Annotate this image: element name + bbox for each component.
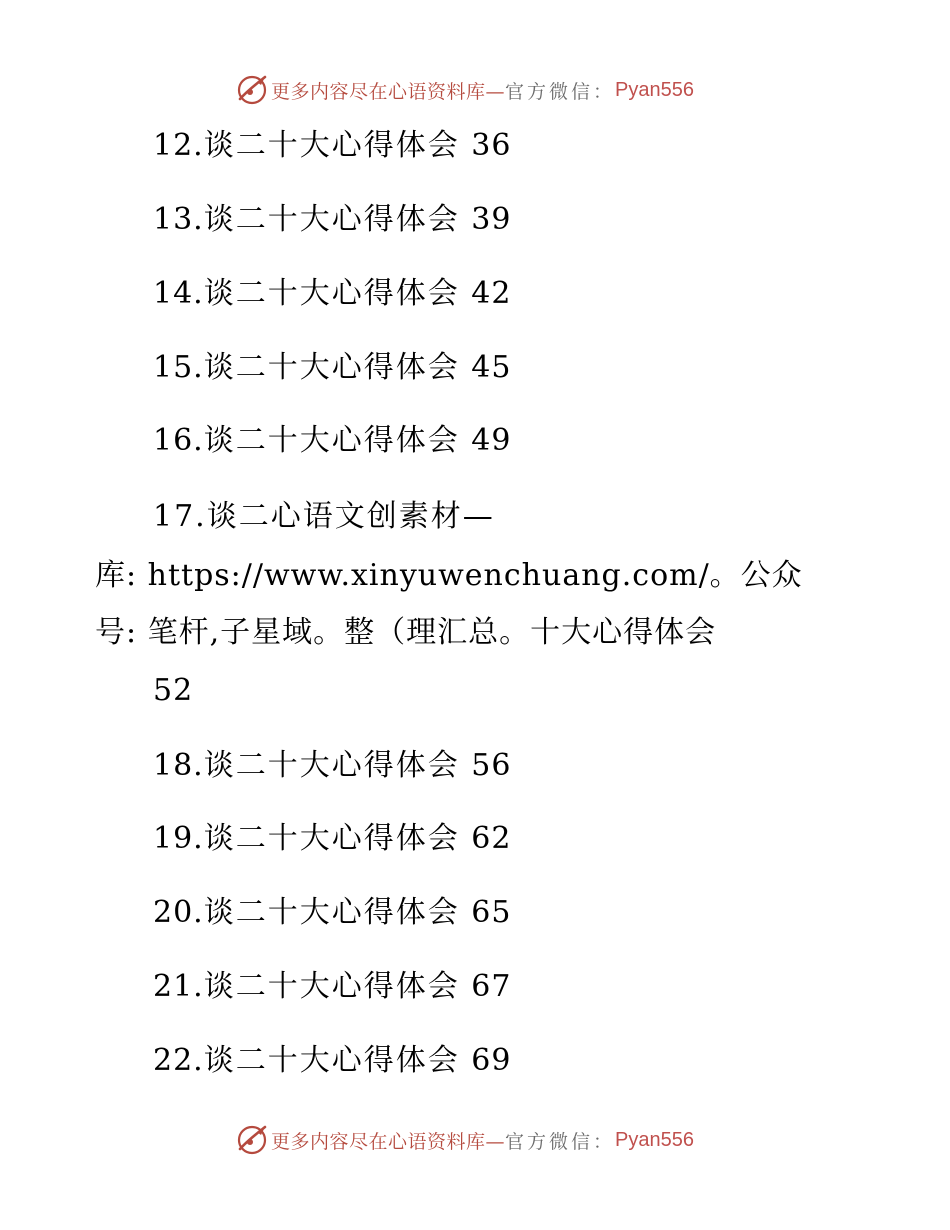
toc-entry — [153, 893, 511, 933]
pen-logo-icon — [235, 73, 269, 107]
toc-entry-number: 12. — [153, 128, 204, 163]
toc-entry-number: 18. — [153, 748, 204, 783]
toc-entry-number: 19. — [153, 821, 204, 856]
banner-text: 更多内容尽在心语资料库— — [271, 80, 506, 103]
toc-entry-page: 36 — [471, 128, 512, 163]
toc-entry-title: 谈二十大心得体会 — [203, 969, 460, 1004]
toc-entry — [153, 274, 511, 314]
toc-entry-number: 15. — [153, 350, 204, 385]
toc-entry-page: 39 — [471, 202, 512, 237]
toc-entry-title: 谈二十大心得体会 — [203, 423, 460, 458]
toc-entry — [153, 1041, 511, 1081]
banner-text: 更多内容尽在心语资料库— — [271, 1130, 506, 1153]
toc-entry — [153, 348, 511, 388]
toc-entry-page: 69 — [471, 1043, 512, 1078]
toc-entry-page: 49 — [471, 423, 512, 458]
toc-entry-number: 22. — [153, 1043, 204, 1078]
toc-entry-title: 谈二十大心得体会 — [203, 276, 460, 311]
wechat-account: Pyan556 — [615, 78, 694, 101]
toc-entry — [153, 200, 511, 240]
footer-banner — [235, 1123, 694, 1157]
toc-entry-page: 62 — [471, 821, 512, 856]
toc-entry-title: 谈二十大心得体会 — [203, 350, 460, 385]
toc-entry-title: 谈二十大心得体会 — [203, 821, 460, 856]
toc-entry-title: 谈二十大心得体会 — [203, 128, 460, 163]
toc-entry-title: 谈二十大心得体会 — [203, 202, 460, 237]
toc-entry-number: 20. — [153, 895, 204, 930]
wechat-account: Pyan556 — [615, 1128, 694, 1151]
header-banner — [235, 73, 694, 107]
toc-entry — [153, 421, 511, 461]
toc-entry-17-line1: 17.谈二心语文创素材— — [153, 499, 495, 534]
toc-entry-17-line3: 号: 笔杆,子星域。整（理汇总。十大心得体会 — [95, 615, 717, 650]
toc-entry-17-page: 52 — [153, 673, 194, 708]
toc-entry-title: 谈二十大心得体会 — [203, 1043, 460, 1078]
toc-entry-number: 21. — [153, 969, 204, 1004]
toc-entry-page: 65 — [471, 895, 512, 930]
toc-entry-title: 谈二十大心得体会 — [203, 748, 460, 783]
toc-entry-title: 谈二十大心得体会 — [203, 895, 460, 930]
toc-entry-number: 14. — [153, 276, 204, 311]
toc-entry-17-line2: 库: https://www.xinyuwenchuang.com/。公众 — [95, 558, 803, 593]
wechat-label: 官方微信： — [505, 1130, 616, 1153]
toc-entry — [153, 967, 511, 1007]
toc-entry-page: 56 — [471, 748, 512, 783]
toc-entry-number: 16. — [153, 423, 204, 458]
toc-entry-page: 42 — [471, 276, 512, 311]
toc-entry-number: 13. — [153, 202, 204, 237]
wechat-label: 官方微信： — [505, 80, 616, 103]
toc-entry — [153, 126, 511, 166]
pen-logo-icon — [235, 1123, 269, 1157]
toc-entry — [153, 746, 511, 786]
toc-entry-page: 67 — [471, 969, 512, 1004]
toc-entry — [153, 819, 511, 859]
toc-entry-page: 45 — [471, 350, 512, 385]
